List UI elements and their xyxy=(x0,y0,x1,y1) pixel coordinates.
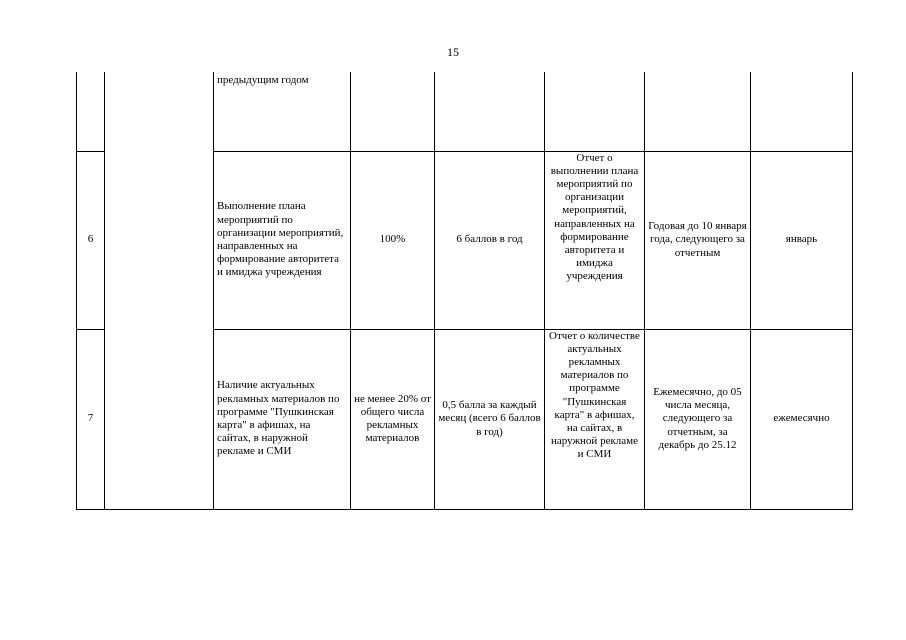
deadline-cell: Ежемесячно, до 05 числа месяца, следующего за отчетным, за декабрь до 25.12 xyxy=(645,329,751,509)
page-number: 15 xyxy=(447,45,459,59)
period-cell: ежемесячно xyxy=(751,329,853,509)
deadline-cell xyxy=(645,72,751,151)
target-value-cell: не менее 20% от общего числа рекламных материалов xyxy=(351,329,435,509)
criteria-table xyxy=(76,72,853,510)
points-cell: 6 баллов в год xyxy=(435,151,545,329)
indicator-name-cell: предыдущим годом xyxy=(214,72,351,151)
points-cell: 0,5 балла за каждый месяц (всего 6 баллов в год) xyxy=(435,329,545,509)
period-cell: январь xyxy=(751,151,853,329)
deadline-cell: Годовая до 10 января года, следующего за отчетным xyxy=(645,151,751,329)
row-number-cell: 7 xyxy=(77,329,105,509)
indicator-name-cell: Наличие актуальных рекламных материалов по программе "Пушкинская карта" в афишах, на сайтах, в наружной рекламе и СМИ xyxy=(214,329,351,509)
report-form-cell: Отчет о количестве актуальных рекламных материалов по программе "Пушкинская карта" в афишах, на сайтах, в наружной рекламе и СМИ xyxy=(545,329,645,509)
target-value-cell: 100% xyxy=(351,151,435,329)
period-cell xyxy=(751,72,853,151)
indicator-name-cell: Выполнение плана мероприятий по организации мероприятий, направленных на формирование авторитета и имиджа учреждения xyxy=(214,151,351,329)
row-number-cell xyxy=(77,72,105,151)
target-value-cell xyxy=(351,72,435,151)
points-cell xyxy=(435,72,545,151)
report-form-cell: Отчет о выполнении плана мероприятий по организации мероприятий, направленных на формирование авторитета и имиджа учреждения xyxy=(545,151,645,329)
row-number-cell: 6 xyxy=(77,151,105,329)
report-form-cell xyxy=(545,72,645,151)
table-row xyxy=(77,72,853,151)
indicator-group-cell xyxy=(105,72,214,509)
